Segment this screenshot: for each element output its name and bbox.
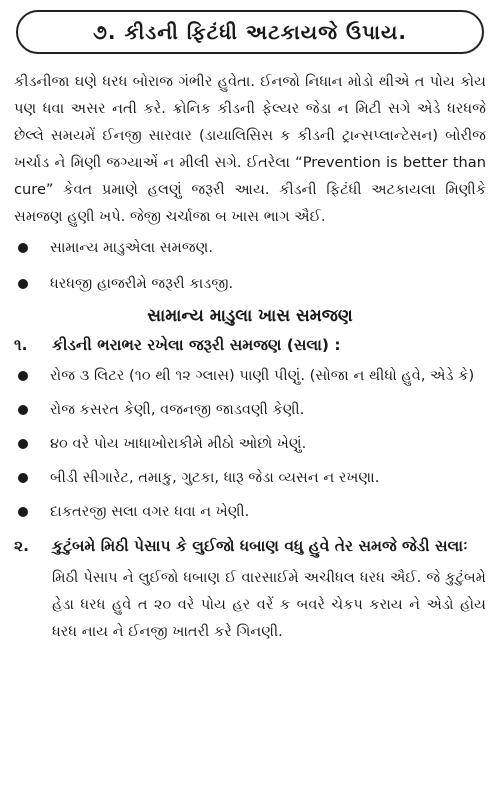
item-heading-1 xyxy=(14,332,486,359)
list-item: રોજ ૩ લિટર (૧૦ થી ૧૨ ગ્લાસ) પાણી પીણું. (સોજા ન થીધો હુવે, એડે કે) xyxy=(14,363,486,388)
list-item: ૪૦ વરે પોય ખાધાખોરાકીમે મીઠો ઓછો ખેણું. xyxy=(14,431,486,456)
bullet-dot-icon xyxy=(18,439,28,449)
intro-bullet-list xyxy=(14,234,486,297)
list-item: રોજ કસરત કેણી, વજનજી જાડવણી કેણી. xyxy=(14,397,486,422)
chapter-title-box xyxy=(16,10,484,54)
section-heading: સામાન્ય માડુલા ખાસ સમજણ xyxy=(147,306,353,326)
bullet-dot-icon xyxy=(18,473,28,483)
bullet-dot-icon xyxy=(18,405,28,415)
list-item: ધરધજી હાજરીમે જરૂરી કાડજી. xyxy=(14,270,486,297)
page xyxy=(0,10,500,790)
item-1-bullet-list xyxy=(14,363,486,524)
list-item: દાકતરજી સલા વગર ધવા ન ખેણી. xyxy=(14,499,486,524)
bullet-dot-icon xyxy=(18,371,28,381)
bullet-dot-icon xyxy=(18,279,28,289)
list-item: બીડી સીગારેટ, તમાકુ, ગુટકા, ધારૂ જેડા વ્યસન ન રખણા. xyxy=(14,465,486,490)
item-2-paragraph: મિઠી પેસાપ ને લુઈજો ધબાણ ઈ વારસાઈમે અચીધલ ધરધ ઐઈ. જે કુટુંબમે હેડા ધરધ હુવે ત ૨૦ વરે પોય હર વરેં ક બવરે ચેકપ કરાય ને એડો હોય ધરધ નાય ને ઈનજી ખાતરી કરે ગિનણી. xyxy=(52,569,486,640)
intro-paragraph: કીડનીજા ઘણે ધરધ બોરાજ ગંભીર હુવેતા. ઈનજો નિધાન મોડો થીએ ત પોય કોય પણ ધવા અસર નતી કરે. ક્રોનિક કીડની ફેલ્યર જેડા ન મિટી સગે એડે ધરધજે છેલ્લે સમયમેં ઈનજી સારવાર (ડાયાલિસિસ ક કીડની ટ્રાન્સપ્લાન્ટેસન) બોરીજ ખર્ચાડ ને મિણી જગ્યાએં ન મીલી સગે. ઈતરેલા “Prevention is better than cure” કેવત પ્રમાણે હલણું જરૂરી આય. કીડની ફિટંધી અટકાયલા મિણીકે સમજણ હુણી ખપે. જેજી ચર્ચાજા બ ખાસ ભાગ ઐઈ. xyxy=(14,73,486,225)
bullet-dot-icon xyxy=(18,507,28,517)
item-heading-2 xyxy=(14,533,486,560)
item-heading-text: કુટુંબમે મિઠી પેસાપ કે લુઈજો ધબાણ વધુ હુવે તેર સમજે જેડી સલાઃ xyxy=(52,537,468,555)
list-item: સામાન્ય માડુએલા સમજણ. xyxy=(14,234,486,261)
item-heading-text: કીડની ભરાભર રખેલા જરૂરી સમજણ (સલા) : xyxy=(52,336,341,354)
item-number: ૨. xyxy=(14,537,29,555)
bullet-dot-icon xyxy=(18,243,28,253)
item-number: ૧. xyxy=(14,336,28,354)
chapter-title: ૭. કીડની ફિટંધી અટકાયજે ઉપાય. xyxy=(93,20,407,44)
